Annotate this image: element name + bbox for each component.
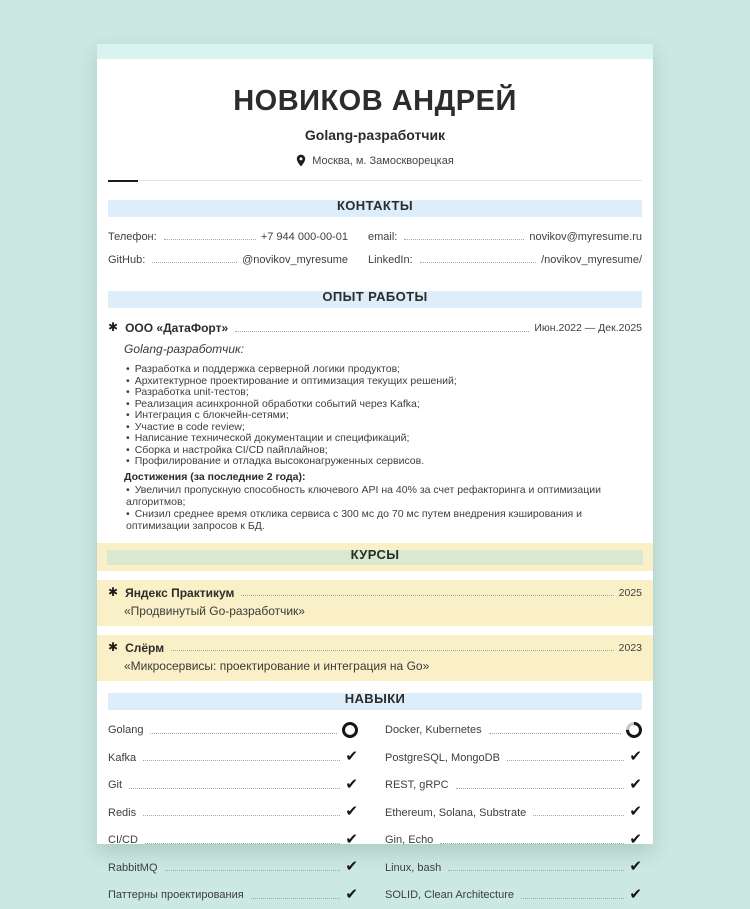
skill-label: Ethereum, Solana, Substrate (385, 807, 526, 819)
dotted-leader (164, 239, 256, 240)
skill-row (108, 799, 358, 827)
contact-label: email: (368, 231, 397, 243)
skill-label: Паттерны проектирования (108, 889, 244, 901)
dotted-leader (521, 898, 624, 899)
contact-item (108, 225, 348, 248)
check-icon: ✔ (629, 832, 642, 847)
location-line (108, 154, 642, 167)
resume-card (97, 44, 653, 844)
contact-label: Телефон: (108, 231, 157, 243)
check-icon: ✔ (629, 859, 642, 874)
contacts-heading: КОНТАКТЫ (337, 198, 413, 213)
skill-label: Kafka (108, 752, 136, 764)
skill-label: RabbitMQ (108, 862, 158, 874)
list-item (126, 484, 642, 508)
contact-value: novikov@myresume.ru (529, 231, 642, 243)
check-icon: ✔ (629, 887, 642, 902)
progress-spinner-icon (623, 719, 646, 742)
skill-row (108, 744, 358, 772)
list-item-text: Разработка unit-тестов; (135, 386, 249, 398)
skills-section-header (108, 693, 642, 710)
location-pin-icon (296, 154, 306, 167)
dotted-leader (507, 760, 624, 761)
dotted-leader (440, 843, 624, 844)
check-icon: ✔ (345, 777, 358, 792)
skill-row (108, 854, 358, 882)
skill-row (385, 854, 642, 882)
dotted-leader (533, 815, 624, 816)
experience-section-header (108, 291, 642, 308)
dotted-leader (171, 650, 614, 651)
duties-list (108, 364, 642, 468)
check-icon: ✔ (345, 749, 358, 764)
list-item (126, 456, 642, 468)
skill-label: PostgreSQL, MongoDB (385, 752, 500, 764)
contact-label: GitHub: (108, 254, 145, 266)
person-name: НОВИКОВ АНДРЕЙ (108, 85, 642, 118)
list-item-text: Профилирование и отладка высоконагруженных сервисов. (135, 455, 424, 467)
course-year: 2025 (619, 587, 642, 599)
dotted-leader (448, 870, 624, 871)
list-item-text: Увеличил пропускную способность ключевого API на 40% за счет рефакторинга и оптимизации алгоритмов; (126, 484, 601, 508)
skill-row (385, 772, 642, 800)
check-icon: ✔ (345, 859, 358, 874)
courses-list (108, 580, 642, 681)
list-item-text: Разработка и поддержка серверной логики продуктов; (135, 363, 400, 375)
contact-value: @novikov_myresume (242, 254, 348, 266)
skill-row (385, 799, 642, 827)
asterisk-icon: ✱ (108, 640, 118, 654)
dotted-leader (165, 870, 341, 871)
skill-row (385, 827, 642, 855)
dotted-leader (150, 733, 337, 734)
skill-label: CI/CD (108, 834, 138, 846)
course-card (97, 635, 653, 681)
list-item-text: Архитектурное проектирование и оптимизация текущих решений; (135, 375, 457, 387)
contacts-section-header (108, 200, 642, 217)
list-item-text: Реализация асинхронной обработки событий через Kafka; (135, 398, 420, 410)
skill-row (385, 717, 642, 745)
contact-value: +7 944 000-00-01 (261, 231, 348, 243)
course-year: 2023 (619, 642, 642, 654)
skill-label: Git (108, 779, 122, 791)
job-header-row (108, 321, 642, 335)
skill-label: Golang (108, 724, 143, 736)
skill-label: SOLID, Clean Architecture (385, 889, 514, 901)
skills-column-left (108, 717, 358, 909)
achievements-heading: Достижения (за последние 2 года): (124, 471, 642, 483)
contact-label: LinkedIn: (368, 254, 413, 266)
dotted-leader (241, 595, 613, 596)
company-name: ООО «ДатаФорт» (125, 321, 228, 335)
skill-row (385, 744, 642, 772)
check-icon: ✔ (629, 804, 642, 819)
courses-section-background (97, 543, 653, 571)
check-icon: ✔ (345, 887, 358, 902)
dotted-leader (404, 239, 524, 240)
skills-grid (108, 717, 642, 909)
courses-heading: КУРСЫ (351, 547, 400, 562)
course-name: «Микросервисы: проектирование и интеграция на Go» (124, 659, 642, 673)
course-card (97, 580, 653, 626)
experience-heading: ОПЫТ РАБОТЫ (322, 289, 427, 304)
divider-accent (108, 180, 138, 183)
dotted-leader (145, 843, 340, 844)
skill-label: Redis (108, 807, 136, 819)
dotted-leader (143, 760, 340, 761)
asterisk-icon: ✱ (108, 320, 118, 334)
check-icon: ✔ (629, 777, 642, 792)
list-item-text: Написание технической документации и спецификаций; (135, 432, 410, 444)
courses-section-header (107, 550, 643, 565)
skill-row (108, 827, 358, 855)
achievements-list (108, 484, 642, 532)
skills-heading: НАВЫКИ (345, 691, 406, 706)
check-icon: ✔ (345, 804, 358, 819)
course-school: Яндекс Практикум (125, 586, 234, 600)
contact-item (108, 248, 348, 271)
list-item-text: Участие в code review; (135, 421, 245, 433)
skill-label: Linux, bash (385, 862, 441, 874)
employment-dates: Июн.2022 — Дек.2025 (534, 322, 642, 334)
dotted-leader (420, 262, 536, 263)
check-icon: ✔ (629, 749, 642, 764)
course-header-row (108, 586, 642, 600)
header-divider (108, 180, 642, 181)
contact-value: /novikov_myresume/ (541, 254, 642, 266)
progress-ring-icon (342, 722, 358, 738)
course-name: «Продвинутый Go-разработчик» (124, 604, 642, 618)
location-text: Москва, м. Замоскворецкая (312, 155, 454, 167)
card-top-strip (97, 44, 653, 59)
dotted-leader (251, 898, 341, 899)
skill-label: Gin, Echo (385, 834, 433, 846)
contact-item (368, 248, 642, 271)
skill-row (108, 882, 358, 909)
contacts-grid (108, 225, 642, 271)
skill-row (108, 717, 358, 745)
job-role: Golang-разработчик: (124, 342, 642, 356)
dotted-leader (456, 788, 625, 789)
person-title: Golang-разработчик (108, 127, 642, 143)
check-icon: ✔ (345, 832, 358, 847)
dotted-leader (235, 331, 529, 332)
list-item-text: Сборка и настройка CI/CD пайплайнов; (135, 444, 328, 456)
dotted-leader (129, 788, 340, 789)
dotted-leader (152, 262, 237, 263)
list-item-text: Снизил среднее время отклика сервиса с 300 мс до 70 мс путем внедрения кэширования и оптимизации запросов к БД. (126, 508, 582, 532)
list-item (126, 508, 642, 532)
skill-label: REST, gRPC (385, 779, 449, 791)
skill-label: Docker, Kubernetes (385, 724, 482, 736)
list-item-text: Интеграция с блокчейн-сетями; (135, 409, 289, 421)
contact-item (368, 225, 642, 248)
dotted-leader (489, 733, 621, 734)
skills-column-right (385, 717, 642, 909)
asterisk-icon: ✱ (108, 585, 118, 599)
skill-row (385, 882, 642, 909)
skill-row (108, 772, 358, 800)
course-header-row (108, 641, 642, 655)
dotted-leader (143, 815, 340, 816)
course-school: Слёрм (125, 641, 164, 655)
